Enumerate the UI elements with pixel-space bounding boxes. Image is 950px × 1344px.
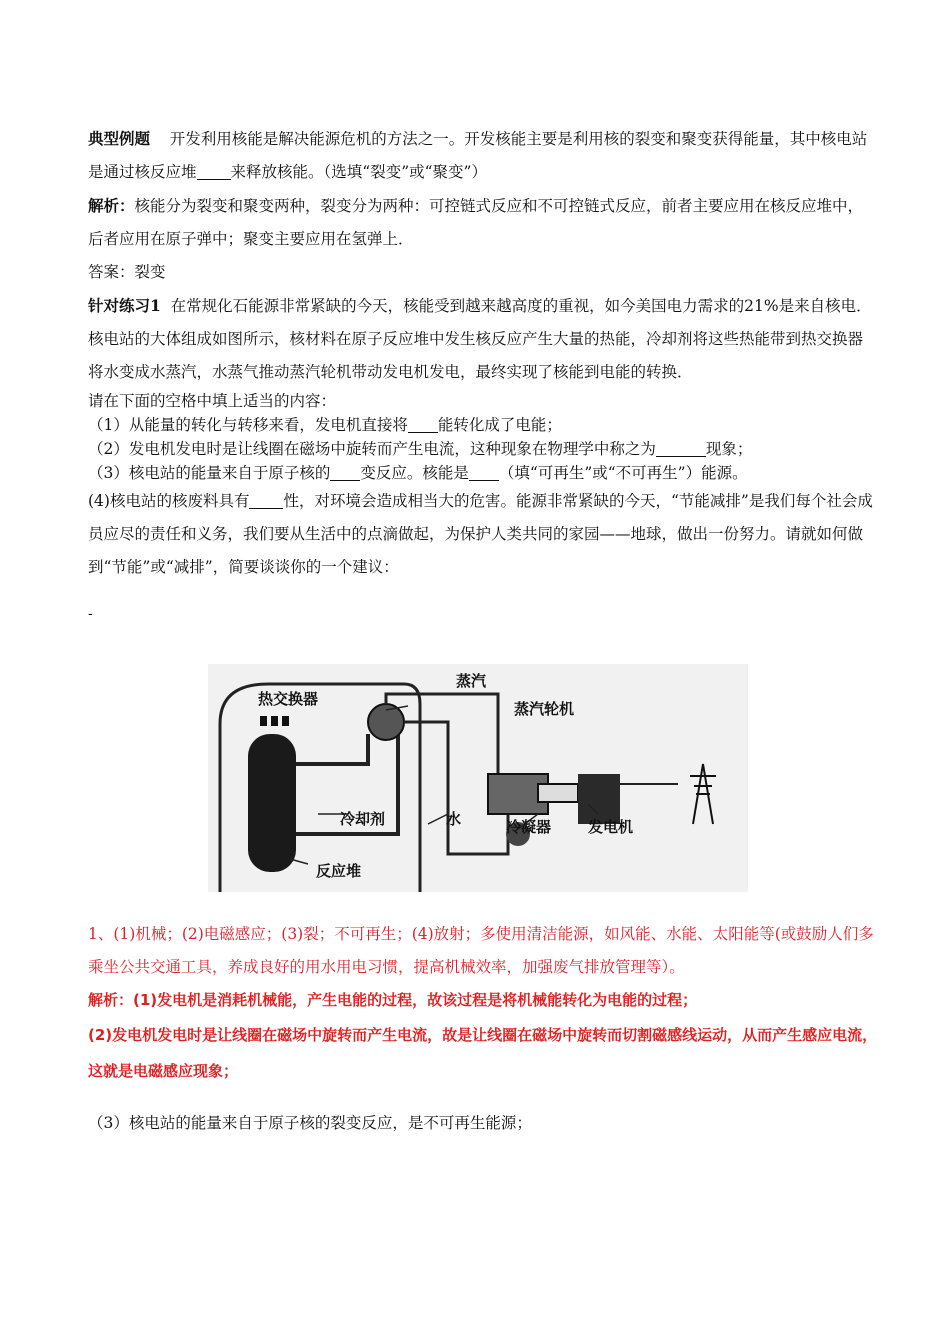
label-steam: 蒸汽	[456, 672, 487, 690]
control-rod	[282, 716, 289, 726]
example-tag: 典型例题	[88, 129, 151, 148]
transmission-tower	[690, 764, 716, 824]
answer-analysis-1	[88, 984, 878, 1017]
analysis-text: 核能分为裂变和聚变两种，裂变分为两种：可控链式反应和不可控链式反应，前者主要应用在核反应堆中，后者应用在原子弹中；聚变主要应用在氢弹上．	[88, 197, 864, 248]
answer-analysis-tag: 解析：	[88, 991, 134, 1009]
q3-text-c: （填“可再生”或“不可再生”）能源。	[498, 464, 748, 482]
label-turbine: 蒸汽轮机	[514, 700, 575, 718]
q3-blank-2	[469, 464, 499, 481]
q1-text-b: 能转化成了电能；	[437, 416, 562, 434]
answer-analysis-3: （3）核电站的能量来自于原子核的裂变反应，是不可再生能源；	[88, 1114, 532, 1132]
example-answer: 答案：裂变	[88, 263, 166, 281]
question-2	[88, 437, 878, 461]
example-analysis	[88, 189, 878, 256]
turbine-rotor	[538, 784, 578, 802]
control-rod	[271, 716, 278, 726]
answer-analysis-2: (2)发电机发电时是让线圈在磁场中旋转而产生电流，故是让线圈在磁场中旋转而切割磁感线运动，从而产生感应电流，这就是电磁感应现象；	[88, 1026, 878, 1080]
example-paragraph	[88, 122, 878, 189]
q2-text-a: （2）发电机发电时是让线圈在磁场中旋转而产生电流，这种现象在物理学中称之为	[88, 440, 656, 458]
question-1	[88, 413, 878, 437]
q4-text-b: 性，对环境会造成相当大的危害。能源非常紧缺的今天，“节能减排”是我们每个社会成员应尽的责任和义务，我们要从生活中的点滴做起，为保护人类共同的家园——地球，做出一份努力。请就如何做到“节能”或“减排”，简要谈谈你的一个建议：	[88, 492, 873, 576]
dash-mark: -	[88, 606, 93, 622]
label-condenser: 冷凝器	[506, 818, 552, 836]
q3-text-a: （3）核电站的能量来自于原子核的	[88, 464, 331, 482]
label-heat-exchanger: 热交换器	[258, 690, 319, 708]
label-coolant: 冷却剂	[340, 810, 386, 828]
label-reactor: 反应堆	[316, 862, 362, 880]
nuclear-plant-diagram	[208, 664, 748, 892]
practice-intro-text: 在常规化石能源非常紧缺的今天，核能受到越来越高度的重视，如今美国电力需求的21%是来自核电．核电站的大体组成如图所示，核材料在原子反应堆中发生核反应产生大量的热能，冷却剂将这些热能带到热交换器将水变成水蒸汽，水蒸气推动蒸汽轮机带动发电机发电，最终实现了核能到电能的转换．	[88, 297, 872, 381]
practice-prompt: 请在下面的空格中填上适当的内容：	[88, 392, 337, 410]
answer-line: 1、(1)机械；(2)电磁感应；(3)裂；不可再生；(4)放射；多使用清洁能源，如风能、水能、太阳能等(或鼓励人们多乘坐公共交通工具，养成良好的用水用电习惯，提高机械效率，加强废气排放管理等）。	[88, 925, 874, 976]
question-4	[88, 485, 878, 584]
example-text-after: 来释放核能。（选填“裂变”或“聚变”）	[230, 163, 487, 181]
question-3	[88, 461, 878, 485]
generator	[578, 774, 620, 824]
reactor-vessel	[248, 734, 296, 872]
practice-intro	[88, 289, 878, 389]
q3-text-b: 变反应。核能是	[360, 464, 469, 482]
q1-blank	[408, 416, 438, 433]
q4-blank	[249, 492, 283, 509]
answer-analysis-1-text: (1)发电机是消耗机械能，产生电能的过程，故该过程是将机械能转化为电能的过程；	[133, 991, 698, 1009]
q3-blank-1	[330, 464, 360, 481]
label-water: 水	[446, 810, 462, 828]
q2-text-b: 现象；	[705, 440, 753, 458]
answer-section	[88, 918, 878, 1140]
blank-1	[197, 163, 231, 180]
question-section	[88, 122, 878, 622]
q4-text-a: (4)核电站的核废料具有	[88, 492, 250, 510]
example-text-before: 开发利用核能是解决能源危机的方法之一。开发核能主要是利用核的裂变和聚变获得能量，其中核电站是通过核反应堆	[88, 130, 868, 181]
control-rod	[260, 716, 267, 726]
label-generator: 发电机	[588, 818, 634, 836]
q1-text-a: （1）从能量的转化与转移来看，发电机直接将	[88, 416, 408, 434]
analysis-tag: 解析：	[88, 196, 135, 215]
q2-blank	[656, 440, 706, 457]
practice-tag: 针对练习1	[88, 296, 161, 315]
